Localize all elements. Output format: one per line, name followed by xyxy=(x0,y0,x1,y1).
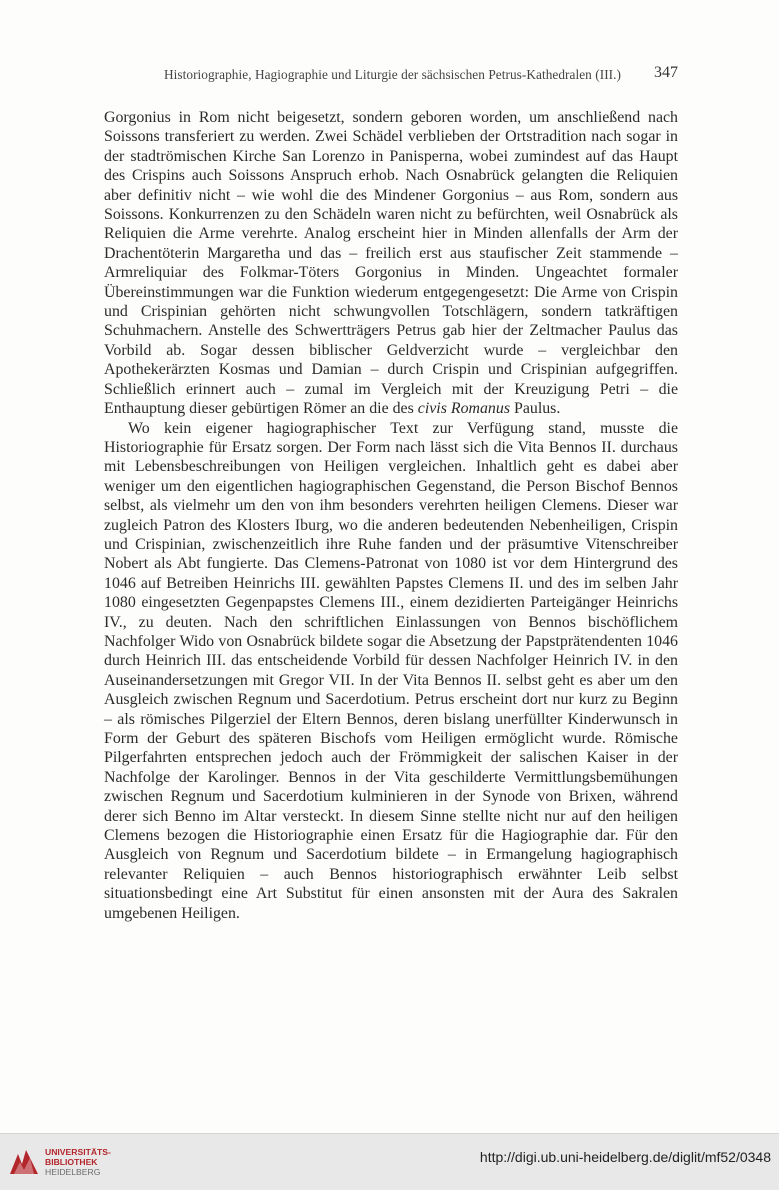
page-number: 347 xyxy=(654,64,678,81)
paragraph-1-italic: civis Romanus xyxy=(417,400,511,418)
footer-bar xyxy=(0,1133,779,1190)
paragraph-1-end: Paulus. xyxy=(510,400,561,418)
paragraph-1-main: Gorgonius in Rom nicht beigesetzt, sondern geboren worden, um anschließend nach Soissons transferiert zu werden. Zwei Schädel verblieben der Ortstradition nach sogar in der stadtrömischen Kirche San Lorenzo in Panisperna, wobei zumindest auf das Haupt des Crispins auch Soissons Anspruch erhob. Nach Osnabrück gelangten die Reliquien aber definitiv nicht – wie wohl die des Mindener Gorgonius – aus Rom, sondern aus Soissons. Konkurrenzen zu den Schädeln waren nicht zu befürchten, weil Osnabrück als Reliquien die Arme verehrte. Analog erscheint hier in Minden allenfalls der Arm der Drachentöterin Margaretha und das – freilich erst aus staufischer Zeit stammende – Armreliquiar des Folkmar-Töters Gorgonius in Minden. Ungeachtet formaler Übereinstimmungen war die Funktion wiederum entgegengesetzt: Die Arme von Crispin und Crispinian gehörten nicht schwungvollen Totschlägern, sondern tatkräftigen Schuhmachern. Anstelle des Schwertträgers Petrus gab hier der Zeltmacher Paulus das Vorbild ab. Sogar dessen biblischer Geldverzicht wurde – vergleichbar den Apothekerärzten Kosmas und Damian – durch Crispin und Crispinian aufgegriffen. Schließlich erinnert auch – zumal im Vergleich mit der Kreuzigung Petri – die Enthauptung dieser gebürtigen Römer an die des xyxy=(104,109,678,418)
body-text xyxy=(104,108,678,923)
paragraph-2: Wo kein eigener hagiographischer Text zur Verfügung stand, musste die Historiographie für Ersatz sorgen. Der Form nach lässt sich die Vita Bennos II. durchaus mit Lebensbeschreibungen von Heiligen vergleichen. Inhaltlich geht es dabei aber weniger um den eigentlichen hagiographischen Gegenstand, die Person Bischof Bennos selbst, als vielmehr um den von ihm besonders verehrten heiligen Clemens. Dieser war zugleich Patron des Klosters Iburg, wo die anderen bedeutenden Nebenheiligen, Crispin und Crispinian, zwischenzeitlich ihre Ruhe fanden und der präsumtive Vitenschreiber Nobert als Abt fungierte. Das Clemens-Patronat von 1080 ist vor dem Hintergrund des 1046 auf Betreiben Heinrichs III. gewählten Papstes Clemens II. und des im selben Jahr 1080 eingesetzten Gegenpapstes Clemens III., einem dezidierten Parteigänger Heinrichs IV., zu deuten. Nach den schriftlichen Einlassungen von Bennos bischöflichem Nachfolger Wido von Osnabrück bildete sogar die Absetzung der Papstprätendenten 1046 durch Heinrich III. das entscheidende Vorbild für dessen Nachfolger Heinrich IV. in den Auseinandersetzungen mit Gregor VII. In der Vita Bennos II. selbst geht es aber um den Ausgleich zwischen Regnum und Sacerdotium. Petrus erscheint dort nur kurz zu Beginn – als römisches Pilgerziel der Eltern Bennos, deren bislang unerfüllter Kinderwunsch in Form der Geburt des späteren Bischofs vom Heiligen ermöglicht wurde. Römische Pilgerfahrten entsprechen jedoch auch der Frömmigkeit der salischen Kaiser in der Nachfolge der Karolinger. Bennos in der Vita geschilderte Vermittlungsbemühungen zwischen Regnum und Sacerdotium kulminieren in der Synode von Brixen, während derer sich Benno im Altar versteckt. In diesem Sinne stellte nicht nur auf den heiligen Clemens bezogen die Historiographie einen Ersatz für die Hagiographie dar. Für den Ausgleich von Regnum und Sacerdotium bildete – in Ermangelung hagiographisch relevanter Reliquien – auch Bennos historiographisch erwähnter Leib selbst situationsbedingt eine Art Substitut für einen ansonsten mit der Aura des Sakralen umgebenen Heiligen. xyxy=(104,419,678,922)
paragraph-1 xyxy=(104,108,678,419)
logo-line-3: HEIDELBERG xyxy=(45,1167,101,1177)
running-head xyxy=(104,64,678,88)
logo-line-1: UNIVERSITÄTS- xyxy=(45,1147,111,1157)
logo-wordmark xyxy=(45,1147,111,1177)
university-library-heidelberg-logo-icon xyxy=(8,1146,40,1178)
library-logo[interactable] xyxy=(8,1144,118,1182)
logo-line-2: BIBLIOTHEK xyxy=(45,1157,98,1167)
source-url-link[interactable]: http://digi.ub.uni-heidelberg.de/diglit/mf52/0348 xyxy=(479,1149,771,1165)
running-title: Historiographie, Hagiographie und Liturgie der sächsischen Petrus-Kathedralen (III.) xyxy=(164,67,622,82)
